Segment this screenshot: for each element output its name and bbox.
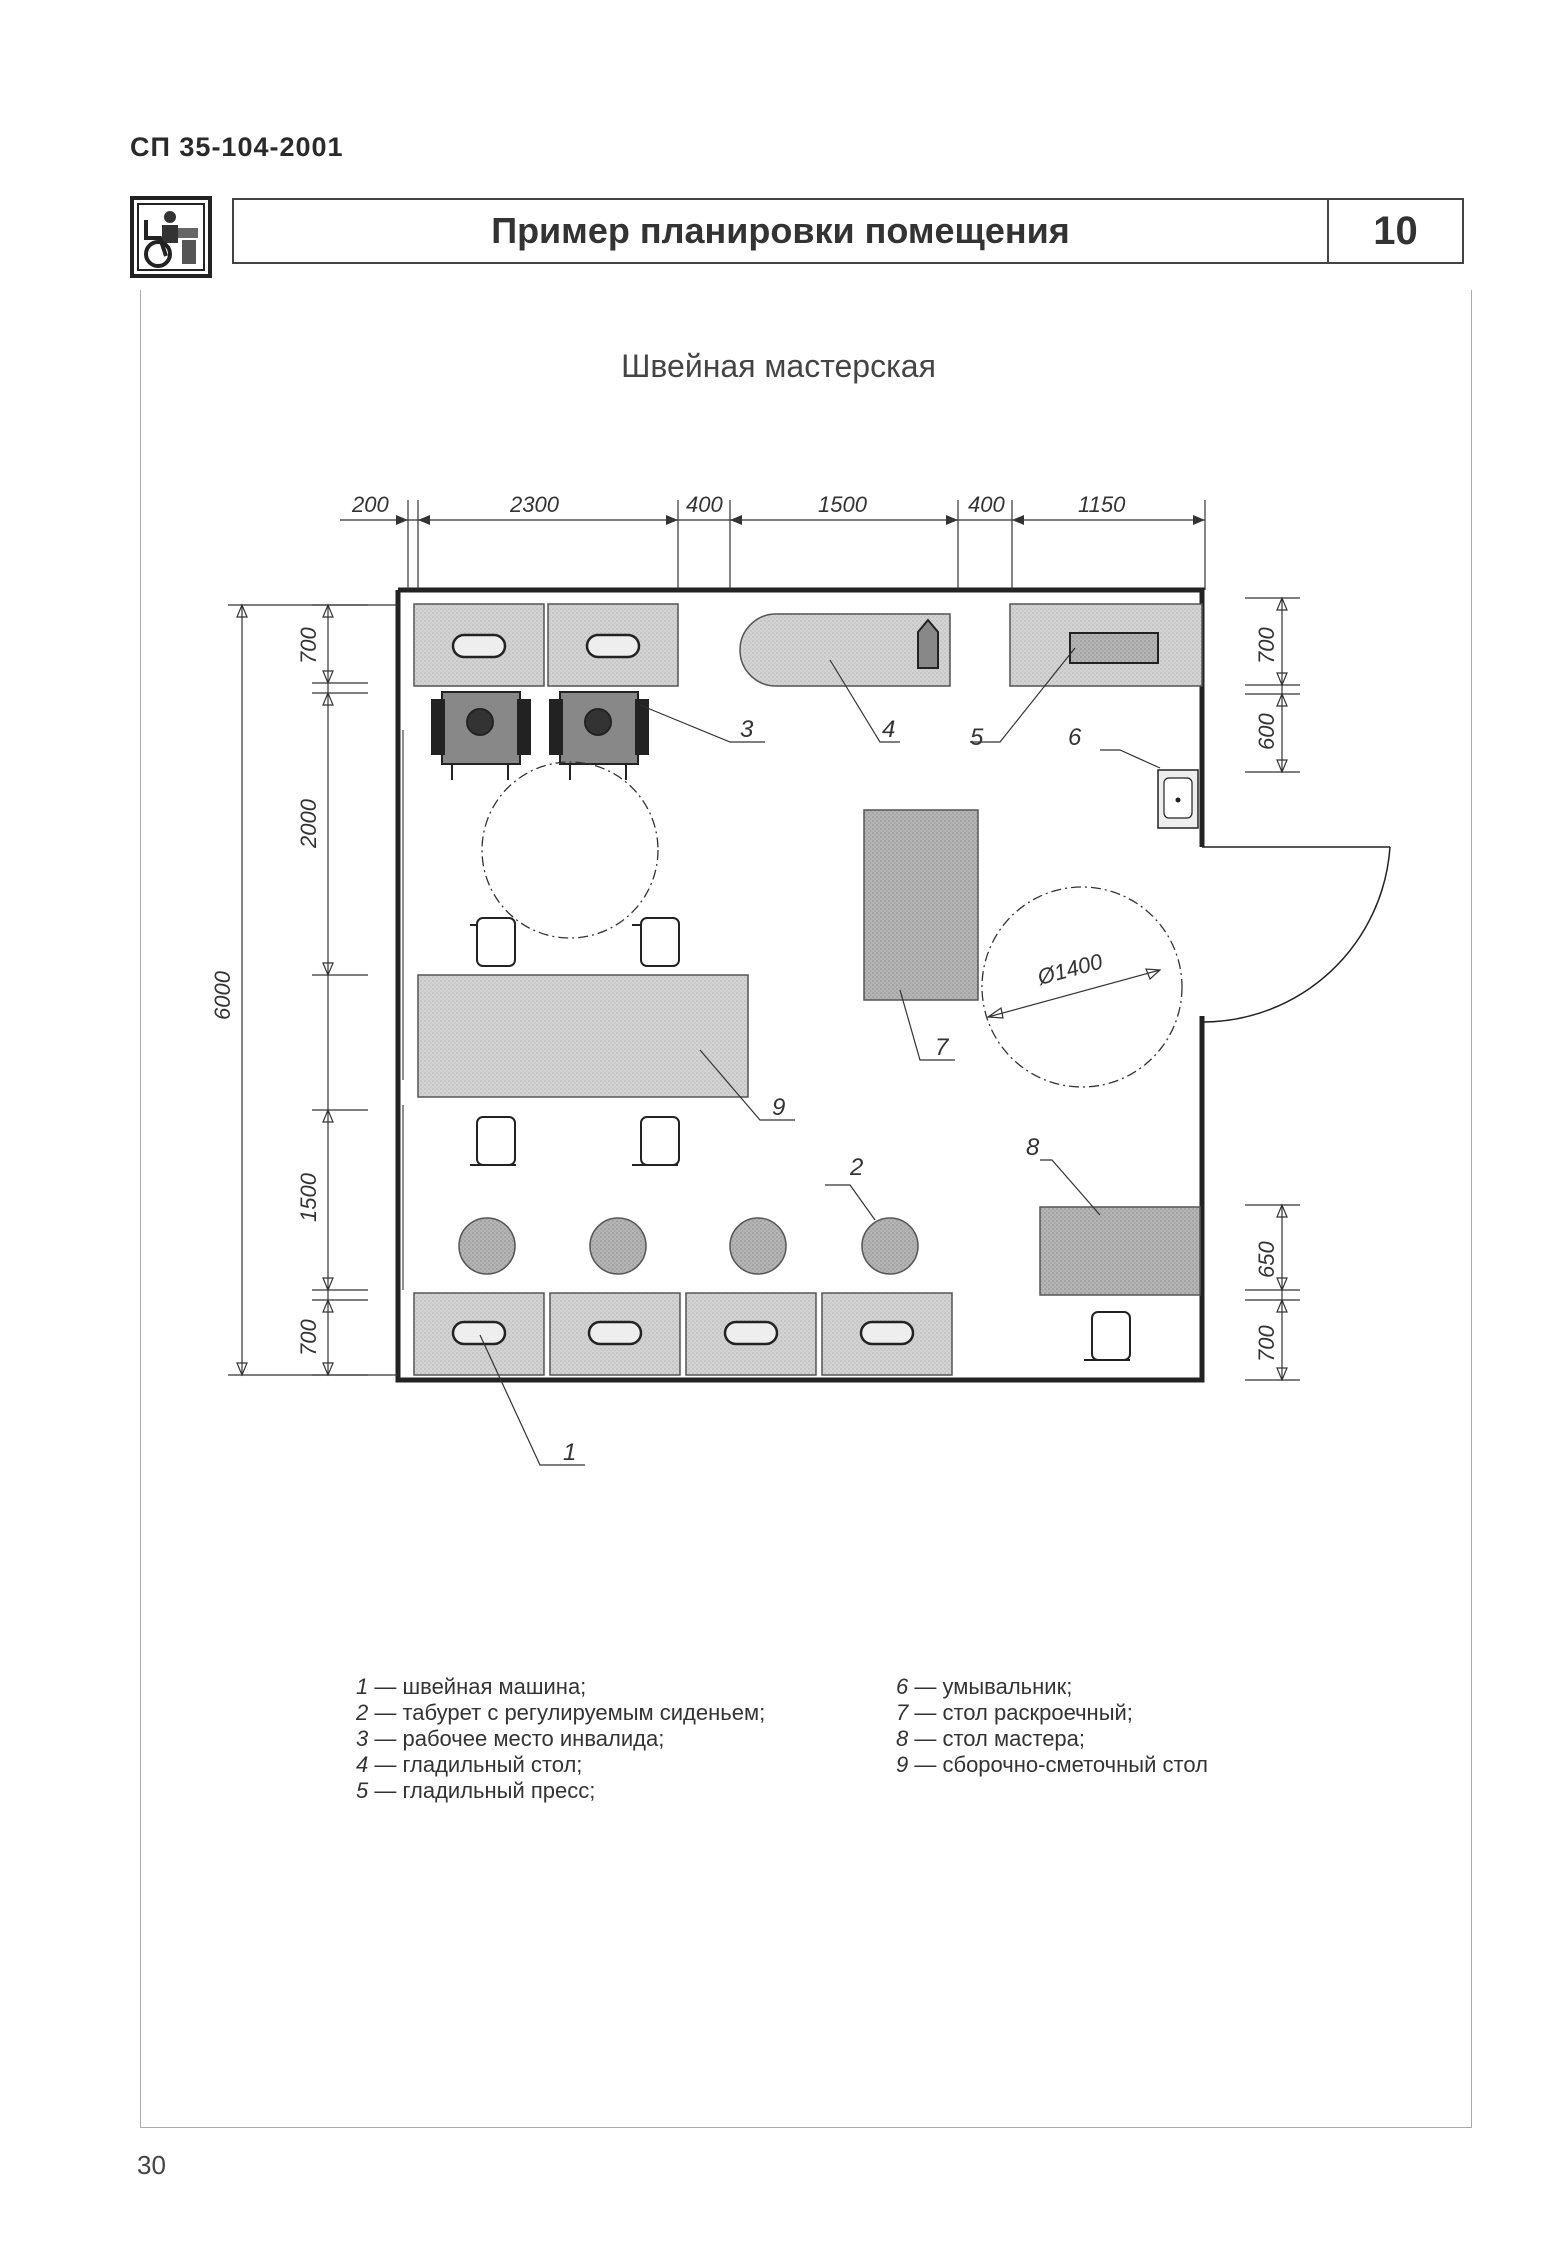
document-code: СП 35-104-2001 <box>130 132 344 162</box>
legend-item: 4 — гладильный стол; <box>356 1752 583 1777</box>
stools <box>459 1218 918 1274</box>
page-number: 30 <box>137 2150 166 2180</box>
dim-right-3: 650 <box>1254 1241 1279 1278</box>
callout-5: 5 <box>970 724 984 751</box>
legend-right <box>896 1674 1208 1778</box>
callout-2: 2 <box>850 1154 864 1181</box>
assembly-table <box>418 975 748 1097</box>
page-title: Пример планировки помещения <box>234 200 1329 262</box>
callout-7: 7 <box>935 1034 949 1061</box>
plan-subtitle: Швейная мастерская <box>621 348 936 384</box>
turning-circle-right <box>982 887 1182 1087</box>
legend-left <box>356 1674 765 1804</box>
legend-item: 3 — рабочее место инвалида; <box>356 1726 665 1751</box>
callout-1: 1 <box>563 1439 577 1466</box>
legend-item: 2 — табурет с регулируемым сиденьем; <box>356 1700 766 1725</box>
wheelchair-left <box>432 692 530 780</box>
dim-top-6: 1150 <box>1078 492 1126 517</box>
callout-6: 6 <box>1068 724 1082 751</box>
cutting-table <box>864 810 978 1000</box>
callout-4: 4 <box>882 716 896 743</box>
turning-diameter-label: Ø1400 <box>1034 948 1106 990</box>
dim-left-4: 700 <box>296 1319 321 1356</box>
sewing-table-top-right <box>548 604 678 686</box>
dim-right-4: 700 <box>1254 1325 1279 1362</box>
dim-top-5: 400 <box>968 492 1005 517</box>
ironing-table <box>740 614 950 686</box>
legend-item: 1 — швейная машина; <box>356 1674 587 1699</box>
legend-item: 8 — стол мастера; <box>896 1726 1086 1751</box>
callout-9: 9 <box>772 1094 786 1121</box>
dim-left-2: 2000 <box>296 799 321 848</box>
dim-left-total: 6000 <box>210 971 235 1020</box>
dim-top-4: 1500 <box>818 492 867 517</box>
dim-right-2: 600 <box>1254 713 1279 750</box>
dim-top-2: 2300 <box>510 492 559 517</box>
callout-3: 3 <box>740 716 754 743</box>
callout-8: 8 <box>1026 1134 1040 1161</box>
legend-item: 5 — гладильный пресс; <box>356 1778 596 1803</box>
section-number: 10 <box>1373 209 1418 253</box>
dim-left-3: 1500 <box>296 1173 321 1222</box>
dim-top-1: 200 <box>352 492 389 517</box>
top-dimension-line <box>340 500 1205 590</box>
legend-item: 6 — умывальник; <box>896 1674 1073 1699</box>
master-table <box>1040 1207 1200 1295</box>
left-dimension-lines <box>228 605 398 1375</box>
sewing-table-top-left <box>414 604 544 686</box>
turning-circle-left <box>482 762 658 938</box>
dim-right-1: 700 <box>1254 627 1279 664</box>
dim-left-1: 700 <box>296 627 321 664</box>
ironing-press <box>1010 604 1202 686</box>
washbasin <box>1158 770 1198 828</box>
legend-item: 9 — сборочно-сметочный стол <box>896 1752 1208 1777</box>
legend-item: 7 — стол раскроечный; <box>896 1700 1133 1725</box>
dim-top-3: 400 <box>686 492 723 517</box>
